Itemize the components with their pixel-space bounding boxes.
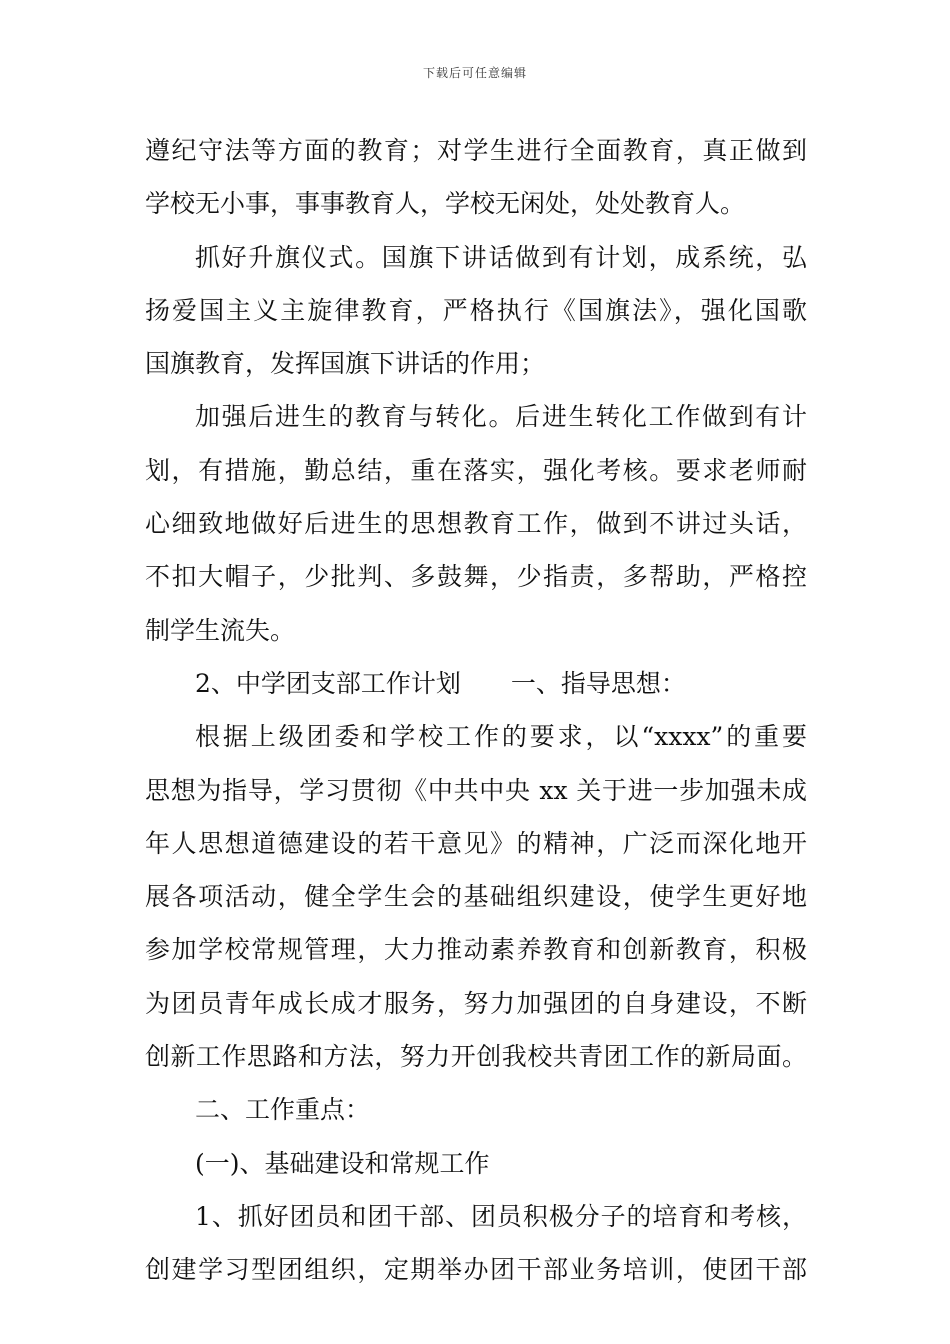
- text-line-5: 国旗教育，发挥国旗下讲话的作用；: [145, 349, 546, 379]
- document-body: [145, 124, 807, 1297]
- text-line-1: 遵纪守法等方面的教育；对学生进行全面教育，真正做到: [145, 136, 807, 165]
- text-line-9: 不扣大帽子，少批判、多鼓舞，少指责，多帮助，严格控: [145, 562, 807, 592]
- text-line-3: 抓好升旗仪式。国旗下讲话做到有计划，成系统，弘: [195, 242, 807, 272]
- text-line-21: 1、抓好团员和团干部、团员积极分子的培育和考核，: [195, 1201, 807, 1231]
- page-header-note: 下载后可任意编辑: [422, 66, 527, 80]
- text-line-14: 年人思想道德建设的若干意见》的精神，广泛而深化地开: [145, 828, 807, 858]
- text-line-15: 展各项活动，健全学生会的基础组织建设，使学生更好地: [145, 882, 807, 912]
- text-line-10: 制学生流失。: [145, 615, 296, 645]
- text-line-7: 划，有措施，勤总结，重在落实，强化考核。要求老师耐: [145, 455, 807, 485]
- text-line-17: 为团员青年成长成才服务，努力加强团的自身建设，不断: [145, 988, 807, 1018]
- text-line-4: 扬爱国主义主旋律教育，严格执行《国旗法》，强化国歌: [145, 295, 807, 325]
- text-line-12: 根据上级团委和学校工作的要求，以“xxxx”的重要: [195, 722, 807, 752]
- text-line-2: 学校无小事，事事教育人，学校无闲处，处处教育人。: [145, 189, 746, 219]
- text-line-20: (一)、基础建设和常规工作: [195, 1148, 490, 1178]
- text-line-16: 参加学校常规管理，大力推动素养教育和创新教育，积极: [145, 935, 807, 965]
- text-line-6: 加强后进生的教育与转化。后进生转化工作做到有计: [195, 402, 807, 432]
- text-line-22: 创建学习型团组织，定期举办团干部业务培训，使团干部: [145, 1255, 807, 1285]
- text-line-19: 二、工作重点：: [195, 1095, 371, 1125]
- text-line-18: 创新工作思路和方法，努力开创我校共青团工作的新局面。: [145, 1042, 807, 1072]
- text-line-8: 心细致地做好后进生的思想教育工作，做到不讲过头话，: [145, 509, 807, 539]
- text-line-13: 思想为指导，学习贯彻《中共中央 xx 关于进一步加强未成: [145, 775, 807, 805]
- text-line-11: 2、中学团支部工作计划 一、指导思想：: [195, 668, 686, 698]
